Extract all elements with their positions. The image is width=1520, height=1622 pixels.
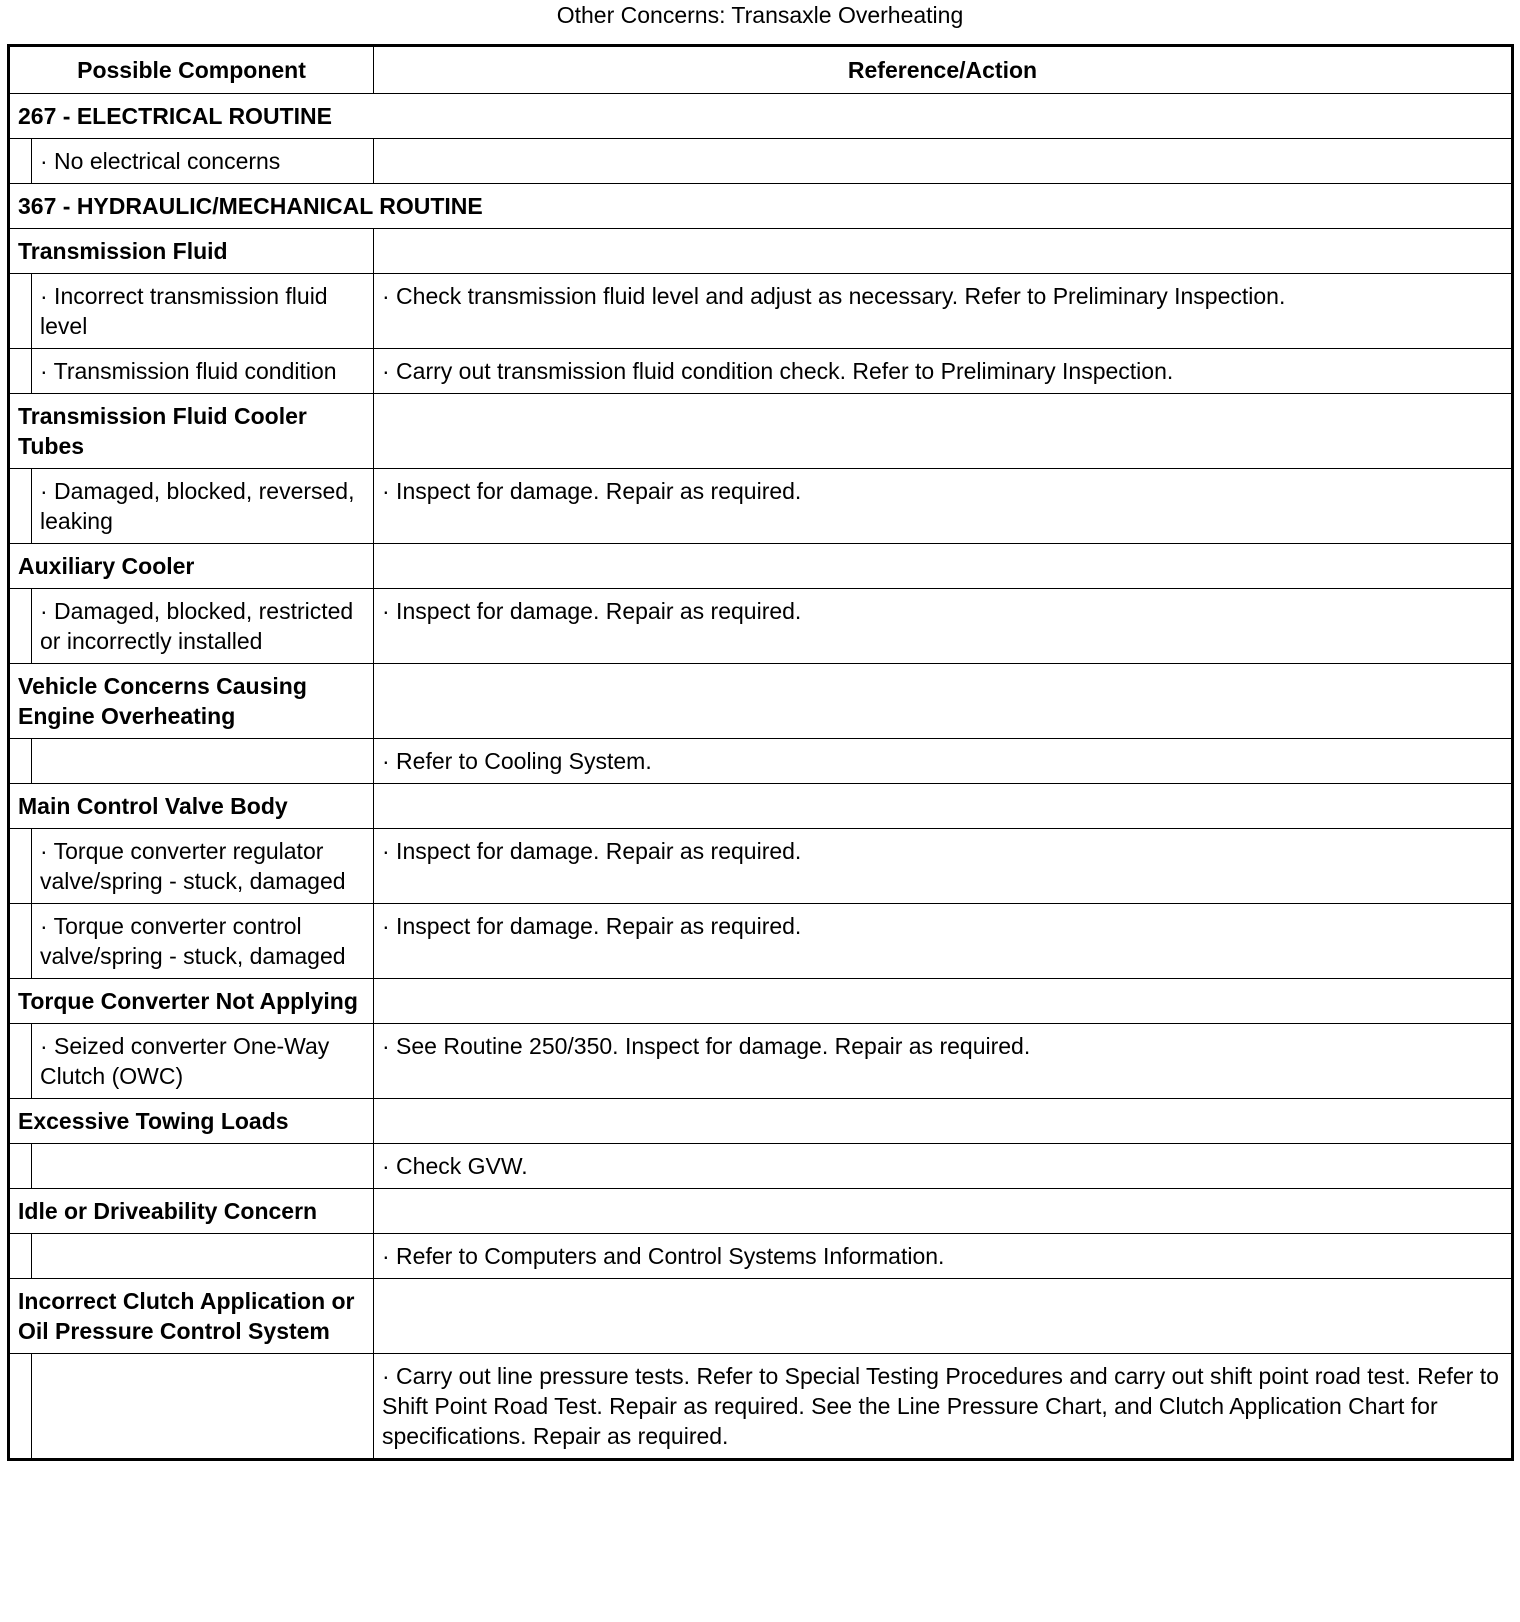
item-row (9, 829, 1513, 904)
item-row (9, 904, 1513, 979)
empty-action-cell (374, 1099, 1513, 1144)
indent-cell (9, 469, 32, 544)
possible-component-cell: · Torque converter control valve/spring - stuck, damaged (32, 904, 374, 979)
component-group-row (9, 229, 1513, 274)
possible-component-cell: · Torque converter regulator valve/spring - stuck, damaged (32, 829, 374, 904)
reference-action-cell: · Inspect for damage. Repair as required. (374, 469, 1513, 544)
reference-action-cell: · Carry out transmission fluid condition check. Refer to Preliminary Inspection. (374, 349, 1513, 394)
indent-cell (9, 739, 32, 784)
possible-component-cell (32, 1354, 374, 1460)
table-body (9, 94, 1513, 1460)
section-row (9, 94, 1513, 139)
reference-action-cell: · Carry out line pressure tests. Refer to Special Testing Procedures and carry out shift point road test. Refer to Shift Point Road Test. Repair as required. See the Line Pressure Chart, and Clutch Application Chart for specifications. Repair as required. (374, 1354, 1513, 1460)
component-group-row (9, 979, 1513, 1024)
empty-action-cell (374, 229, 1513, 274)
empty-action-cell (374, 394, 1513, 469)
item-row (9, 349, 1513, 394)
indent-cell (9, 274, 32, 349)
possible-component-cell (32, 1234, 374, 1279)
reference-action-cell: · Inspect for damage. Repair as required. (374, 904, 1513, 979)
empty-action-cell (374, 979, 1513, 1024)
component-group-label: Excessive Towing Loads (9, 1099, 374, 1144)
empty-action-cell (374, 544, 1513, 589)
component-group-row (9, 664, 1513, 739)
component-group-row (9, 544, 1513, 589)
empty-action-cell (374, 784, 1513, 829)
item-row (9, 469, 1513, 544)
reference-action-cell: · See Routine 250/350. Inspect for damage. Repair as required. (374, 1024, 1513, 1099)
possible-component-cell: · Damaged, blocked, restricted or incorrectly installed (32, 589, 374, 664)
component-group-row (9, 394, 1513, 469)
reference-action-cell (374, 139, 1513, 184)
item-row (9, 274, 1513, 349)
reference-action-cell: · Check transmission fluid level and adjust as necessary. Refer to Preliminary Inspection. (374, 274, 1513, 349)
item-row (9, 589, 1513, 664)
possible-component-cell (32, 739, 374, 784)
component-group-row (9, 1099, 1513, 1144)
indent-cell (9, 349, 32, 394)
indent-cell (9, 589, 32, 664)
indent-cell (9, 1144, 32, 1189)
component-group-row (9, 1279, 1513, 1354)
empty-action-cell (374, 1189, 1513, 1234)
component-group-row (9, 1189, 1513, 1234)
item-row (9, 139, 1513, 184)
component-group-label: Incorrect Clutch Application or Oil Pressure Control System (9, 1279, 374, 1354)
possible-component-cell (32, 1144, 374, 1189)
component-group-label: Transmission Fluid (9, 229, 374, 274)
page-title: Other Concerns: Transaxle Overheating (556, 2, 964, 28)
section-heading: 367 - HYDRAULIC/MECHANICAL ROUTINE (9, 184, 1513, 229)
possible-component-cell: · No electrical concerns (32, 139, 374, 184)
component-group-label: Torque Converter Not Applying (9, 979, 374, 1024)
section-heading: 267 - ELECTRICAL ROUTINE (9, 94, 1513, 139)
indent-cell (9, 829, 32, 904)
header-reference-action: Reference/Action (374, 46, 1513, 94)
item-row (9, 1354, 1513, 1460)
reference-action-cell: · Inspect for damage. Repair as required. (374, 829, 1513, 904)
component-group-label: Main Control Valve Body (9, 784, 374, 829)
indent-cell (9, 139, 32, 184)
item-row (9, 1024, 1513, 1099)
component-group-label: Transmission Fluid Cooler Tubes (9, 394, 374, 469)
component-group-row (9, 784, 1513, 829)
reference-action-cell: · Refer to Cooling System. (374, 739, 1513, 784)
indent-cell (9, 1234, 32, 1279)
possible-component-cell: · Damaged, blocked, reversed, leaking (32, 469, 374, 544)
item-row (9, 739, 1513, 784)
possible-component-cell: · Transmission fluid condition (32, 349, 374, 394)
section-row (9, 184, 1513, 229)
indent-cell (9, 1354, 32, 1460)
reference-action-cell: · Check GVW. (374, 1144, 1513, 1189)
component-group-label: Auxiliary Cooler (9, 544, 374, 589)
header-row (9, 46, 1513, 94)
indent-cell (9, 1024, 32, 1099)
empty-action-cell (374, 664, 1513, 739)
indent-cell (9, 904, 32, 979)
component-group-label: Vehicle Concerns Causing Engine Overheating (9, 664, 374, 739)
concerns-table (7, 44, 1514, 1461)
possible-component-cell: · Incorrect transmission fluid level (32, 274, 374, 349)
component-group-label: Idle or Driveability Concern (9, 1189, 374, 1234)
item-row (9, 1144, 1513, 1189)
header-possible-component: Possible Component (9, 46, 374, 94)
possible-component-cell: · Seized converter One-Way Clutch (OWC) (32, 1024, 374, 1099)
reference-action-cell: · Refer to Computers and Control Systems Information. (374, 1234, 1513, 1279)
empty-action-cell (374, 1279, 1513, 1354)
item-row (9, 1234, 1513, 1279)
reference-action-cell: · Inspect for damage. Repair as required. (374, 589, 1513, 664)
